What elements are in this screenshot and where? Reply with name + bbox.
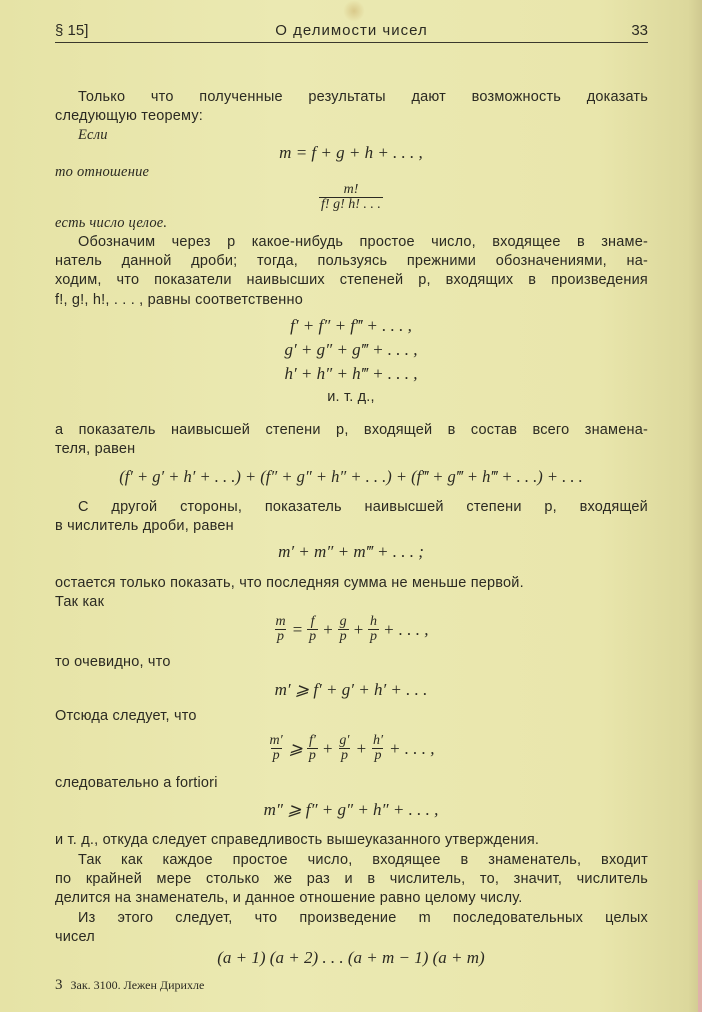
- operator: =: [291, 619, 304, 639]
- text-line: а показатель наивысшей степени p, входящей в состав всего знамена-: [55, 422, 648, 438]
- text-line: делится на знаменатель, и данное отношение равно целому числу.: [55, 890, 523, 906]
- formula: (a + 1) (a + 2) . . . (a + m − 1) (a + m): [217, 948, 485, 967]
- denominator: p: [339, 629, 347, 644]
- numerator: h: [370, 614, 378, 629]
- text-line: следовательно a fortiori: [55, 775, 218, 791]
- text-line: Если: [78, 127, 108, 143]
- text-line: С другой стороны, показатель наивысшей степени p, входящей: [78, 499, 648, 515]
- text-line: натель данной дроби; тогда, пользуясь прежними обозначениями, на-: [55, 253, 648, 269]
- denominator: p: [370, 629, 378, 644]
- section-number: § 15]: [55, 22, 89, 39]
- formula: (f′ + g′ + h′ + . . .) + (f″ + g″ + h″ + . . .) + (f‴ + g‴ + h‴ + . . .) + . . .: [119, 467, 583, 486]
- text-line: ходим, что показатели наивысших степеней p, входящих в произведения: [55, 272, 648, 288]
- page-number: 33: [631, 22, 648, 39]
- formula: m″ ⩾ f″ + g″ + h″ + . . . ,: [263, 800, 439, 819]
- fraction-formula: [0, 615, 702, 644]
- paper-stain: [343, 0, 365, 22]
- denominator: p: [277, 629, 285, 644]
- text-line: следующую теорему:: [55, 108, 204, 124]
- text-line: то очевидно, что: [55, 654, 171, 670]
- text-line: чисел: [55, 929, 95, 945]
- footer-imprint: [55, 977, 204, 993]
- text-line: f!, g!, h!, . . . , равны соответственно: [55, 292, 303, 308]
- formula: m = f + g + h + . . . ,: [279, 143, 423, 162]
- text-line: Так как каждое простое число, входящее в знаменатель, входит: [78, 852, 648, 868]
- text-line: в числитель дроби, равен: [55, 518, 234, 534]
- denominator: p: [374, 748, 382, 763]
- numerator: m: [275, 614, 286, 629]
- fraction-formula: [0, 734, 702, 763]
- operator: +: [355, 738, 367, 758]
- formula: m′ ⩾ f′ + g′ + h′ + . . .: [274, 680, 428, 699]
- numerator: f: [310, 614, 315, 629]
- chapter-title: О делимости чисел: [275, 22, 428, 39]
- fraction-formula: [0, 183, 702, 212]
- numerator: m′: [269, 733, 283, 748]
- text-line: и т. д., откуда следует справедливость вышеуказанного утверждения.: [55, 832, 540, 848]
- text-line: Так как: [55, 594, 105, 610]
- numerator: g′: [339, 733, 350, 748]
- header-rule: [55, 42, 648, 43]
- formula: h′ + h″ + h‴ + . . . ,: [284, 364, 418, 383]
- operator: +: [322, 619, 334, 639]
- formula: m′ + m″ + m‴ + . . . ;: [278, 542, 424, 561]
- numerator: m!: [343, 182, 359, 197]
- text-line: есть число целое.: [55, 215, 168, 231]
- operator: ⩾: [288, 738, 303, 758]
- text-line: остается только показать, что последняя сумма не меньше первой.: [55, 575, 524, 591]
- text-line: Только что полученные результаты дают возможность доказать: [78, 89, 648, 105]
- denominator: p: [309, 629, 317, 644]
- text-line: Из этого следует, что произведение m последовательных целых: [78, 910, 648, 926]
- text-line: Обозначим через p какое-нибудь простое число, входящее в знаме-: [78, 234, 648, 250]
- text-line: и. т. д.,: [327, 389, 375, 405]
- text-line: Отсюда следует, что: [55, 708, 197, 724]
- imprint-text: Зак. 3100. Лежен Дирихле: [70, 978, 205, 992]
- operator: + . . . ,: [389, 738, 435, 758]
- running-header: [55, 22, 648, 39]
- denominator: p: [308, 748, 316, 763]
- denominator: p: [272, 748, 280, 763]
- denominator: p: [340, 748, 348, 763]
- numerator: g: [339, 614, 347, 629]
- text-line: по крайней мере столько же раз и в числитель, то, значит, числитель: [55, 871, 648, 887]
- text-line: то отношение: [55, 164, 150, 180]
- operator: +: [352, 619, 365, 639]
- operator: +: [321, 738, 334, 758]
- formula: f′ + f″ + f‴ + . . . ,: [290, 316, 412, 335]
- numerator: h′: [372, 733, 384, 748]
- denominator: f! g! h! . . .: [321, 197, 381, 212]
- operator: + . . . ,: [383, 619, 429, 639]
- page-edge: [698, 880, 702, 1012]
- text-line: теля, равен: [55, 441, 136, 457]
- sheet-signature: 3: [55, 977, 63, 993]
- formula: g′ + g″ + g‴ + . . . ,: [284, 340, 418, 359]
- numerator: f′: [308, 733, 316, 748]
